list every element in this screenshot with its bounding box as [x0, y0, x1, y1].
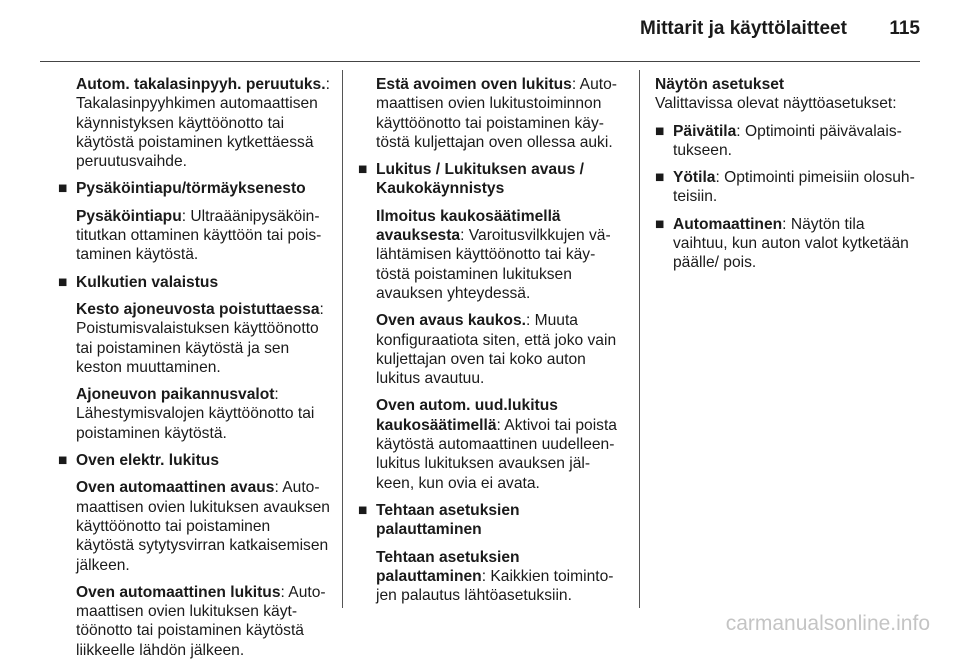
header-rule: [40, 61, 920, 62]
column-1: [58, 75, 330, 668]
bullet-marker: ■: [655, 122, 665, 140]
description: : Muuta konfiguraatiota siten, että joko vain kuljettajan oven tai koko auton lukitus avautuu.: [376, 312, 617, 388]
bullet-day-mode: [655, 122, 917, 161]
description: : Aktivoi tai poista käytöstä automaattinen uudelleenlukitus lukituksen avauksen jälkeen, kun ovia ei avata.: [376, 416, 617, 492]
bullet-factory-reset: [358, 501, 620, 540]
bullet-marker: ■: [655, 215, 665, 233]
column-divider-1: [342, 70, 343, 608]
bullet-marker: ■: [358, 161, 368, 179]
bullet-marker: ■: [58, 452, 68, 470]
display-settings-heading: Näytön asetukset: [655, 76, 785, 93]
description: : Kaikkien toimintojen palautus lähtöasetuksiin.: [376, 567, 614, 605]
description: : Takalasinpyyhkimen automaattisen käynnistyksen käyttöönotto tai käytöstä poistaminen kytkettäessä peruutusvaihde.: [76, 76, 330, 171]
description: : Lähestymisvalojen käyttöönotto tai poistaminen käytöstä.: [76, 386, 315, 442]
watermark: carmanualsonline.info: [725, 612, 930, 635]
bullet-marker: ■: [655, 169, 665, 187]
paragraph-auto-relock: [358, 396, 620, 492]
description: : Automaattisen ovien lukituksen avauksen käyttöönotto tai poistaminen käytöstä sytytysvirran katkaisemisen jälkeen.: [76, 479, 330, 574]
section-title: Mittarit ja käyttölaitteet: [640, 18, 847, 39]
bullet-title: Tehtaan asetuksien palauttaminen: [376, 501, 520, 539]
bullet-marker: ■: [58, 180, 68, 198]
term: Oven autom. uud.lukitus kaukosäätimellä: [376, 397, 558, 434]
bullet-parking-assist: [58, 179, 330, 198]
bullet-remote-lock: [358, 160, 620, 199]
paragraph-auto-lock: [58, 583, 330, 660]
description: : Automaattisen ovien lukitustoiminnon käyttöönotto tai poistaminen käytöstä kuljettajan oven ollessa auki.: [376, 76, 617, 151]
paragraph-remote-door-unlock: [358, 311, 620, 388]
term: Tehtaan asetuksien palauttaminen: [376, 548, 520, 585]
bullet-title: Kulkutien valaistus: [76, 273, 219, 291]
bullet-marker: ■: [358, 501, 368, 519]
paragraph-auto-unlock: [58, 478, 330, 574]
column-divider-2: [639, 70, 640, 608]
description: : Poistumisvalaistuksen käyttöönotto tai poistaminen käytöstä ja sen keston muuttaminen.: [76, 300, 324, 376]
term: Kesto ajoneuvosta poistuttaessa: [76, 300, 320, 318]
column-2: [358, 75, 620, 613]
column-3: [655, 75, 917, 281]
paragraph-exit-lighting: [58, 300, 330, 377]
page-number: 115: [889, 18, 920, 39]
paragraph-rear-wiper: [58, 75, 330, 171]
bullet-marker: ■: [58, 273, 68, 291]
term: Ajoneuvon paikannusvalot: [76, 386, 275, 404]
description: : Optimointi päivävalaistukseen.: [673, 122, 902, 159]
description: : Optimointi pimeisiin olosuhteisiin.: [673, 169, 915, 206]
term: Oven automaattinen avaus: [76, 479, 275, 497]
term: Päivätila: [673, 122, 737, 140]
paragraph-factory-reset: [358, 548, 620, 606]
bullet-night-mode: [655, 168, 917, 207]
description: : Näytön tila vaihtuu, kun auton valot kytketään päälle/ pois.: [673, 215, 909, 272]
term: Yötila: [673, 169, 716, 187]
term: Oven automaattinen lukitus: [76, 583, 281, 601]
description: : Varoitusvilkkujen välähtämisen käyttöönotto tai käytöstä poistaminen lukituksen avauksen yhteydessä.: [376, 227, 611, 302]
term: Pysäköintiapu: [76, 207, 182, 225]
paragraph-locator-lights: [58, 385, 330, 443]
display-settings-intro: Valittavissa olevat näyttöasetukset:: [655, 95, 897, 113]
description: : Automaattisen ovien lukituksen käyttöönotto tai poistaminen käytöstä liikkeelle lähdön jälkeen.: [76, 583, 326, 659]
bullet-title: Lukitus / Lukituksen avaus / Kaukokäynnistys: [376, 161, 584, 198]
paragraph-parking-assist: [58, 207, 330, 265]
term: Oven avaus kaukos.: [376, 312, 526, 330]
description: : Ultraäänipysäköintitutkan ottaminen käyttöön tai poistaminen käytöstä.: [76, 207, 322, 264]
term: Automaattinen: [673, 215, 783, 233]
bullet-door-lock: [58, 451, 330, 470]
bullet-title: Pysäköintiapu/törmäyksenesto: [76, 180, 306, 198]
term: Estä avoimen oven lukitus: [376, 76, 572, 93]
bullet-title: Oven elektr. lukitus: [76, 452, 220, 470]
term: Autom. takalasinpyyh. peruutuks.: [76, 76, 326, 93]
paragraph-prevent-lock: [358, 75, 620, 152]
paragraph-remote-unlock-feedback: [358, 207, 620, 303]
bullet-automatic-mode: [655, 215, 917, 273]
bullet-path-lighting: [58, 273, 330, 292]
term: Ilmoitus kaukosäätimellä avauksesta: [376, 207, 561, 245]
